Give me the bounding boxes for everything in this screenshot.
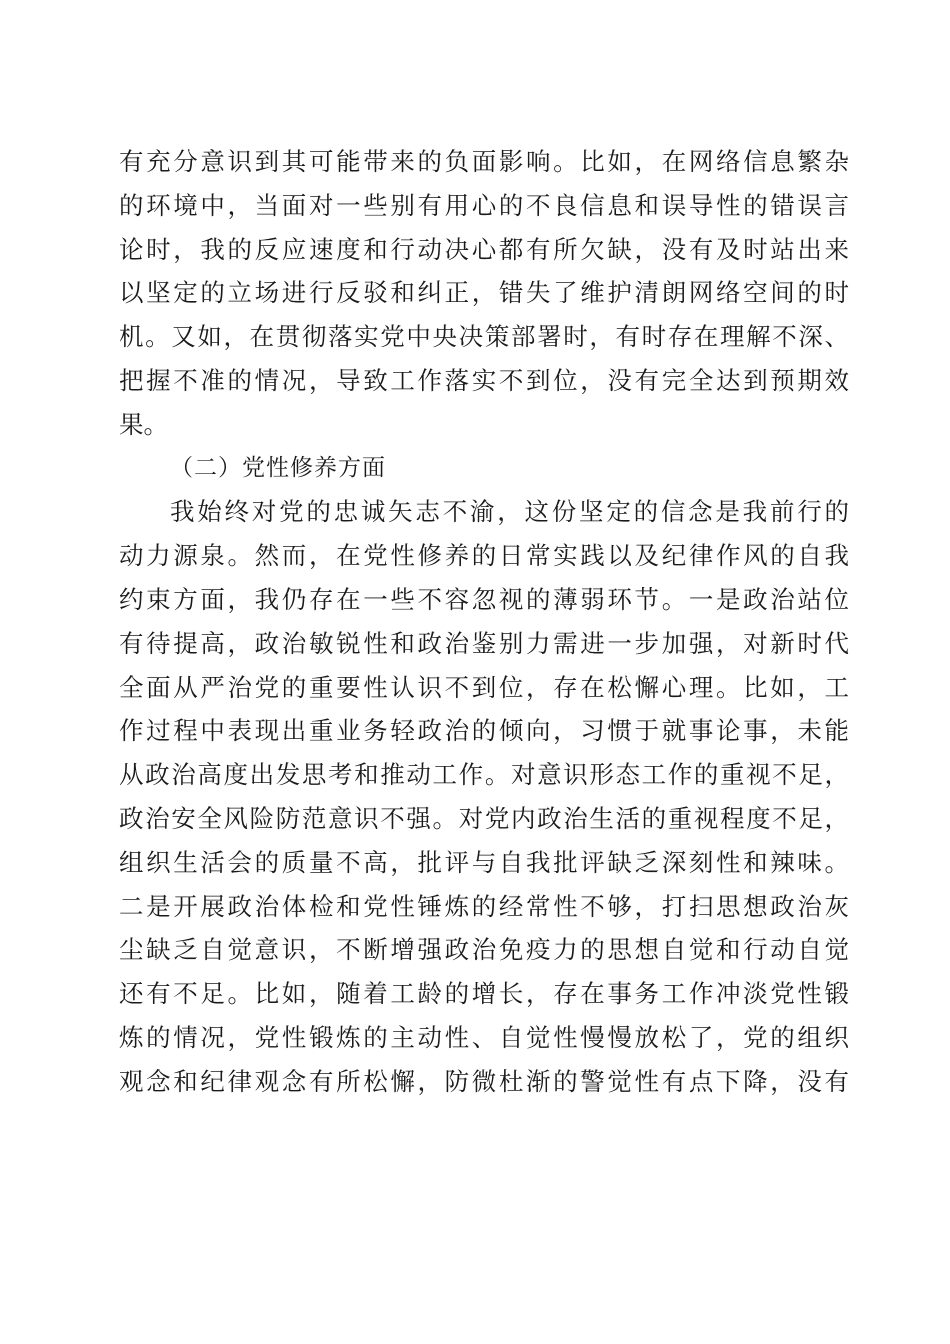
text-line: 作过程中表现出重业务轻政治的倾向，习惯于就事论事，未能	[119, 716, 849, 746]
text-line: 论时，我的反应速度和行动决心都有所欠缺，没有及时站出来	[119, 234, 849, 264]
text-line: 我始终对党的忠诚矢志不渝，这份坚定的信念是我前行的	[170, 497, 849, 527]
paragraph-2	[119, 490, 849, 1103]
text-line: 全面从严治党的重要性认识不到位，存在松懈心理。比如，工	[119, 672, 849, 702]
text-line: 约束方面，我仍存在一些不容忽视的薄弱环节。一是政治站位	[119, 584, 849, 614]
text-line: 把握不准的情况，导致工作落实不到位，没有完全达到预期效	[119, 365, 849, 395]
section-heading: （二）党性修养方面	[170, 454, 386, 481]
text-line: 动力源泉。然而，在党性修养的日常实践以及纪律作风的自我	[119, 541, 849, 571]
text-line: 的环境中，当面对一些别有用心的不良信息和误导性的错误言	[119, 190, 849, 220]
text-line: 以坚定的立场进行反驳和纠正，错失了维护清朗网络空间的时	[119, 278, 849, 308]
text-line: 观念和纪律观念有所松懈，防微杜渐的警觉性有点下降，没有	[119, 1066, 849, 1096]
text-line: 机。又如，在贯彻落实党中央决策部署时，有时存在理解不深、	[119, 322, 849, 352]
text-line: 尘缺乏自觉意识，不断增强政治免疫力的思想自觉和行动自觉	[119, 935, 849, 965]
text-line: 果。	[119, 409, 168, 439]
text-line: 炼的情况，党性锻炼的主动性、自觉性慢慢放松了，党的组织	[119, 1022, 849, 1052]
text-line: 有待提高，政治敏锐性和政治鉴别力需进一步加强，对新时代	[119, 628, 849, 658]
text-line: 从政治高度出发思考和推动工作。对意识形态工作的重视不足，	[119, 760, 849, 790]
text-line: 组织生活会的质量不高，批评与自我批评缺乏深刻性和辣味。	[119, 847, 849, 877]
text-line: 二是开展政治体检和党性锤炼的经常性不够，打扫思想政治灰	[119, 891, 849, 921]
text-line: 还有不足。比如，随着工龄的增长，存在事务工作冲淡党性锻	[119, 979, 849, 1009]
document-body	[119, 140, 849, 1104]
text-line: 有充分意识到其可能带来的负面影响。比如，在网络信息繁杂	[119, 147, 849, 176]
paragraph-1	[119, 140, 849, 447]
text-line: 政治安全风险防范意识不强。对党内政治生活的重视程度不足，	[119, 803, 849, 833]
